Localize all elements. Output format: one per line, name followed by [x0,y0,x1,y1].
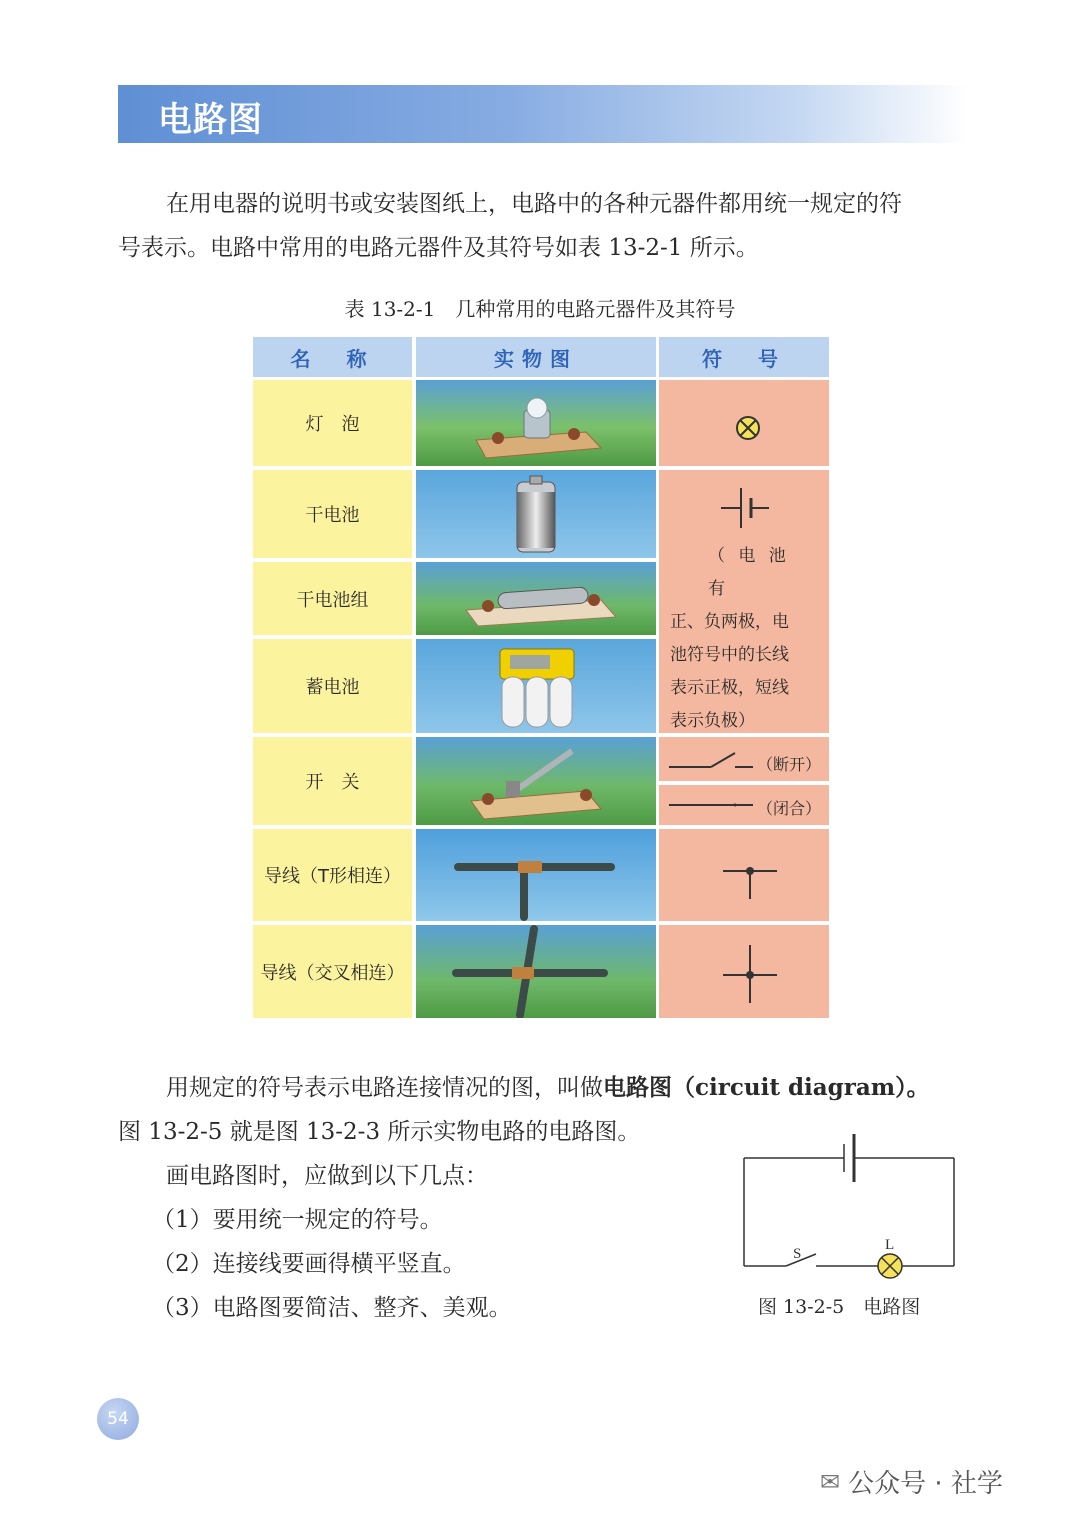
battery-pack-image [416,562,656,635]
figure-caption: 图 13-2-5 电路图 [758,1296,921,1318]
page-number: 54 [97,1398,139,1440]
definition-line-2: 图 13-2-5 就是图 13-2-3 所示实物电路的电路图。 [118,1119,641,1145]
wire-t-image [416,829,656,921]
definition-english: （circuit diagram）。 [672,1074,930,1101]
battery-note-line: 池符号中的长线 [670,645,789,665]
row-name-storage-battery: 蓄电池 [253,639,412,733]
rule-item: （1）要用统一规定的符号。 [152,1207,443,1233]
symbol-wire-cross [659,925,829,1018]
photo-dry-cell [416,470,656,558]
photo-bulb [416,380,656,466]
battery-note-line: 表示正极，短线 [670,678,789,698]
battery-symbol [659,470,829,550]
photo-wire-t [416,829,656,921]
definition-term: 电路图 [603,1074,672,1101]
intro-line-2: 号表示。电路中常用的电路元器件及其符号如表 13-2-1 所示。 [118,235,759,261]
rule-item: （3）电路图要简洁、整齐、美观。 [152,1295,512,1321]
header-name: 名 称 [253,337,412,377]
table-caption: 表 13-2-1 几种常用的电路元器件及其符号 [344,297,736,321]
wechat-icon: ✉ [820,1467,841,1496]
label-l: L [885,1237,895,1253]
row-name-wire-t: 导线（T形相连） [253,829,412,921]
switch-open-symbol [659,737,759,781]
wire-cross-image [416,925,656,1018]
section-title: 电路图 [158,100,263,140]
t-junction-symbol [659,829,829,921]
intro-line-1: 在用电器的说明书或安装图纸上，电路中的各种元器件都用统一规定的符 [166,191,902,217]
symbol-bulb [659,380,829,466]
row-name-bulb: 灯 泡 [253,380,412,466]
photo-battery-pack [416,562,656,635]
definition-text: 用规定的符号表示电路连接情况的图，叫做 [166,1075,603,1101]
header-photo: 实物图 [416,337,656,377]
symbol-switch-open [659,737,829,781]
knife-switch-image [416,737,656,825]
header-symbol: 符 号 [659,337,829,377]
circuit-diagram [730,1128,970,1288]
dry-cell-image [416,470,656,558]
watermark [820,1463,1003,1500]
storage-battery-image [416,639,656,733]
battery-note-line: 正、负两极，电 [670,612,789,632]
battery-note [670,540,820,738]
battery-note-line: （ 电 池 有 [708,546,790,599]
symbol-wire-t [659,829,829,921]
row-name-dry-cell: 干电池 [253,470,412,558]
photo-wire-cross [416,925,656,1018]
row-name-battery-pack: 干电池组 [253,562,412,635]
section-banner [118,85,968,143]
rules-intro: 画电路图时，应做到以下几点： [166,1163,488,1189]
battery-note-line: 表示负极） [670,711,755,731]
switch-closed-label: （闭合） [757,799,822,818]
label-s: S [793,1246,802,1262]
cross-junction-symbol [659,925,829,1018]
rule-item: （2）连接线要画得横平竖直。 [152,1251,466,1277]
row-name-switch: 开 关 [253,737,412,825]
watermark-text: 公众号 · 社学 [848,1469,1003,1499]
symbol-switch-closed [659,785,829,825]
row-name-wire-cross: 导线（交叉相连） [253,925,412,1018]
switch-closed-symbol [659,785,759,825]
bulb-board-image [416,380,656,466]
photo-switch [416,737,656,825]
lamp-symbol [659,380,829,466]
definition-line-1 [166,1066,930,1110]
photo-storage-battery [416,639,656,733]
switch-open-label: （断开） [757,755,822,774]
